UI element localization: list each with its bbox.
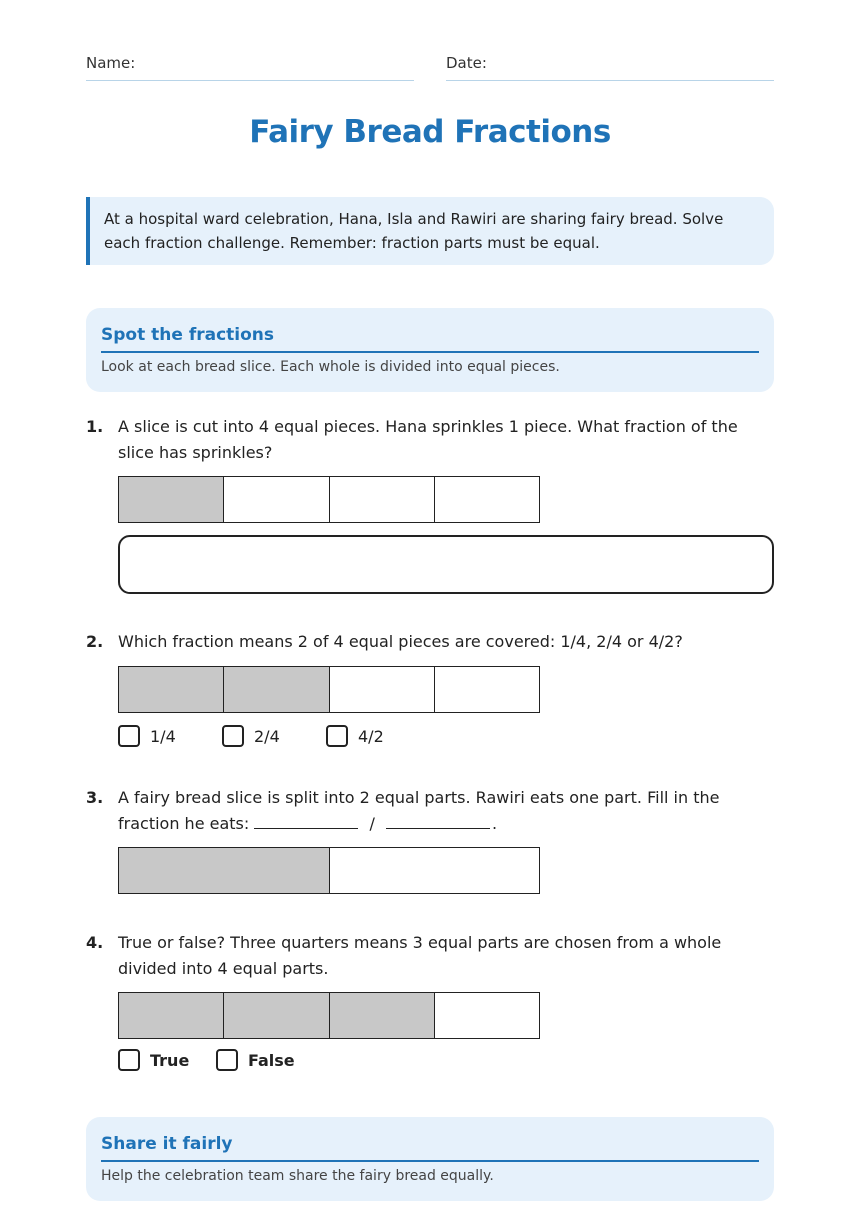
date-field[interactable]: [446, 54, 774, 81]
fraction-bar: [118, 992, 540, 1039]
answer-box[interactable]: [118, 535, 774, 594]
denominator-blank[interactable]: [386, 814, 490, 829]
option-label: 1/4: [150, 726, 176, 746]
bar-part: [330, 667, 435, 712]
bar-part: [224, 477, 329, 522]
bar-part-shaded: [330, 993, 435, 1038]
bar-part-shaded: [119, 993, 224, 1038]
question-number: 1.: [86, 417, 104, 436]
bar-part: [435, 993, 539, 1038]
page-title: Fairy Bread Fractions: [249, 114, 611, 150]
bar-part: [330, 848, 540, 893]
option-false[interactable]: [216, 1049, 295, 1071]
bar-part-shaded: [224, 667, 329, 712]
bar-part-shaded: [224, 993, 329, 1038]
question-number: 3.: [86, 788, 104, 807]
question-number: 4.: [86, 933, 104, 952]
question-number: 2.: [86, 632, 104, 651]
period: .: [491, 814, 498, 833]
bar-part: [330, 477, 435, 522]
checkbox[interactable]: [118, 725, 140, 747]
bar-part: [435, 477, 539, 522]
section-title: Share it fairly: [101, 1131, 759, 1162]
fraction-bar: [118, 847, 540, 894]
section-description: Help the celebration team share the fairy bread equally.: [101, 1168, 494, 1184]
question-text: True or false? Three quarters means 3 equal parts are chosen from a whole divided into 4 equal parts.: [118, 933, 722, 978]
numerator-blank[interactable]: [254, 814, 358, 829]
option-label: False: [248, 1050, 295, 1070]
bar-part-shaded: [119, 848, 330, 893]
date-label: Date:: [446, 54, 487, 72]
fraction-bar: [118, 476, 540, 523]
option-2-4[interactable]: [222, 725, 280, 747]
section-spot-fractions: [86, 308, 774, 392]
name-field[interactable]: [86, 54, 414, 81]
checkbox[interactable]: [216, 1049, 238, 1071]
option-label: 2/4: [254, 726, 280, 746]
intro-callout: At a hospital ward celebration, Hana, Isla and Rawiri are sharing fairy bread. Solve each fraction challenge. Remember: fraction parts must be equal.: [86, 197, 774, 265]
section-description: Look at each bread slice. Each whole is divided into equal pieces.: [101, 359, 560, 375]
option-true[interactable]: [118, 1049, 189, 1071]
checkbox[interactable]: [118, 1049, 140, 1071]
bar-part: [435, 667, 539, 712]
fraction-slash: /: [369, 814, 375, 833]
fraction-bar: [118, 666, 540, 713]
question-text: Which fraction means 2 of 4 equal pieces are covered: 1/4, 2/4 or 4/2?: [118, 632, 683, 651]
question-text: [118, 785, 774, 837]
question-text-line: fraction he eats:: [118, 814, 250, 833]
bar-part-shaded: [119, 477, 224, 522]
checkbox[interactable]: [326, 725, 348, 747]
section-title: Spot the fractions: [101, 322, 759, 353]
option-1-4[interactable]: [118, 725, 176, 747]
checkbox[interactable]: [222, 725, 244, 747]
question-text: A slice is cut into 4 equal pieces. Hana sprinkles 1 piece. What fraction of the slice has sprinkles?: [118, 417, 738, 462]
name-label: Name:: [86, 54, 136, 72]
question-text-line: A fairy bread slice is split into 2 equal parts. Rawiri eats one part. Fill in the: [118, 788, 720, 807]
bar-part-shaded: [119, 667, 224, 712]
option-4-2[interactable]: [326, 725, 384, 747]
option-label: True: [150, 1050, 190, 1070]
option-label: 4/2: [358, 726, 384, 746]
section-share-fairly: [86, 1117, 774, 1201]
